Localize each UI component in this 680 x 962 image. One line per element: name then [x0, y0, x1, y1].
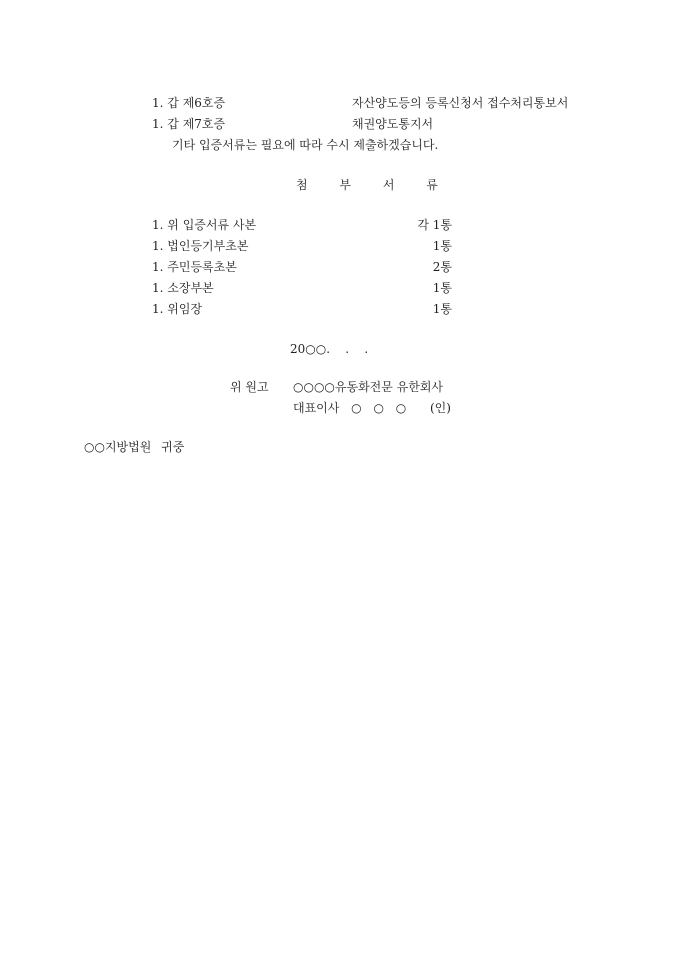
evidence-description: 채권양도통지서: [352, 117, 434, 131]
attachment-count: 각 1통: [417, 218, 452, 232]
evidence-item: [152, 95, 225, 111]
attachment-item: [152, 238, 248, 254]
evidence-label: 갑 제7호증: [167, 117, 226, 131]
evidence-num: 1.: [152, 117, 164, 131]
attachment-item: [152, 259, 237, 275]
plaintiff-company: ○○○○유동화전문 유한회사: [293, 380, 444, 394]
evidence-num: 1.: [152, 96, 164, 110]
plaintiff-role: 위 원고: [230, 380, 269, 394]
attachment-count: 1통: [432, 302, 452, 316]
attachment-name: 위임장: [167, 302, 203, 316]
attachment-item: [152, 301, 202, 317]
attachment-item: [152, 217, 256, 233]
document-date: 20○○. . .: [290, 342, 369, 356]
attachment-name: 법인등기부초본: [167, 239, 249, 253]
attachment-num: 1.: [152, 260, 164, 274]
attachment-name: 주민등록초본: [167, 260, 237, 274]
evidence-item: [152, 116, 225, 132]
attachment-count: 1통: [432, 239, 452, 253]
attachments-title: 첨 부 서 류: [296, 178, 452, 192]
attachment-item: [152, 280, 214, 296]
attachment-name: 소장부본: [167, 281, 214, 295]
attachment-num: 1.: [152, 239, 164, 253]
attachment-count: 1통: [432, 281, 452, 295]
attachment-name: 위 입증서류 사본: [167, 218, 257, 232]
plaintiff-seal: (인): [430, 401, 451, 415]
attachment-count: 2통: [432, 260, 452, 274]
evidence-label: 갑 제6호증: [167, 96, 226, 110]
plaintiff-representative: 대표이사 ○ ○ ○: [293, 401, 407, 415]
attachment-num: 1.: [152, 281, 164, 295]
court-addressee: ○○지방법원 귀중: [84, 440, 185, 454]
evidence-note: 기타 입증서류는 필요에 따라 수시 제출하겠습니다.: [172, 138, 439, 152]
evidence-description: 자산양도등의 등록신청서 접수처리통보서: [352, 96, 569, 110]
attachment-num: 1.: [152, 218, 164, 232]
attachment-num: 1.: [152, 302, 164, 316]
